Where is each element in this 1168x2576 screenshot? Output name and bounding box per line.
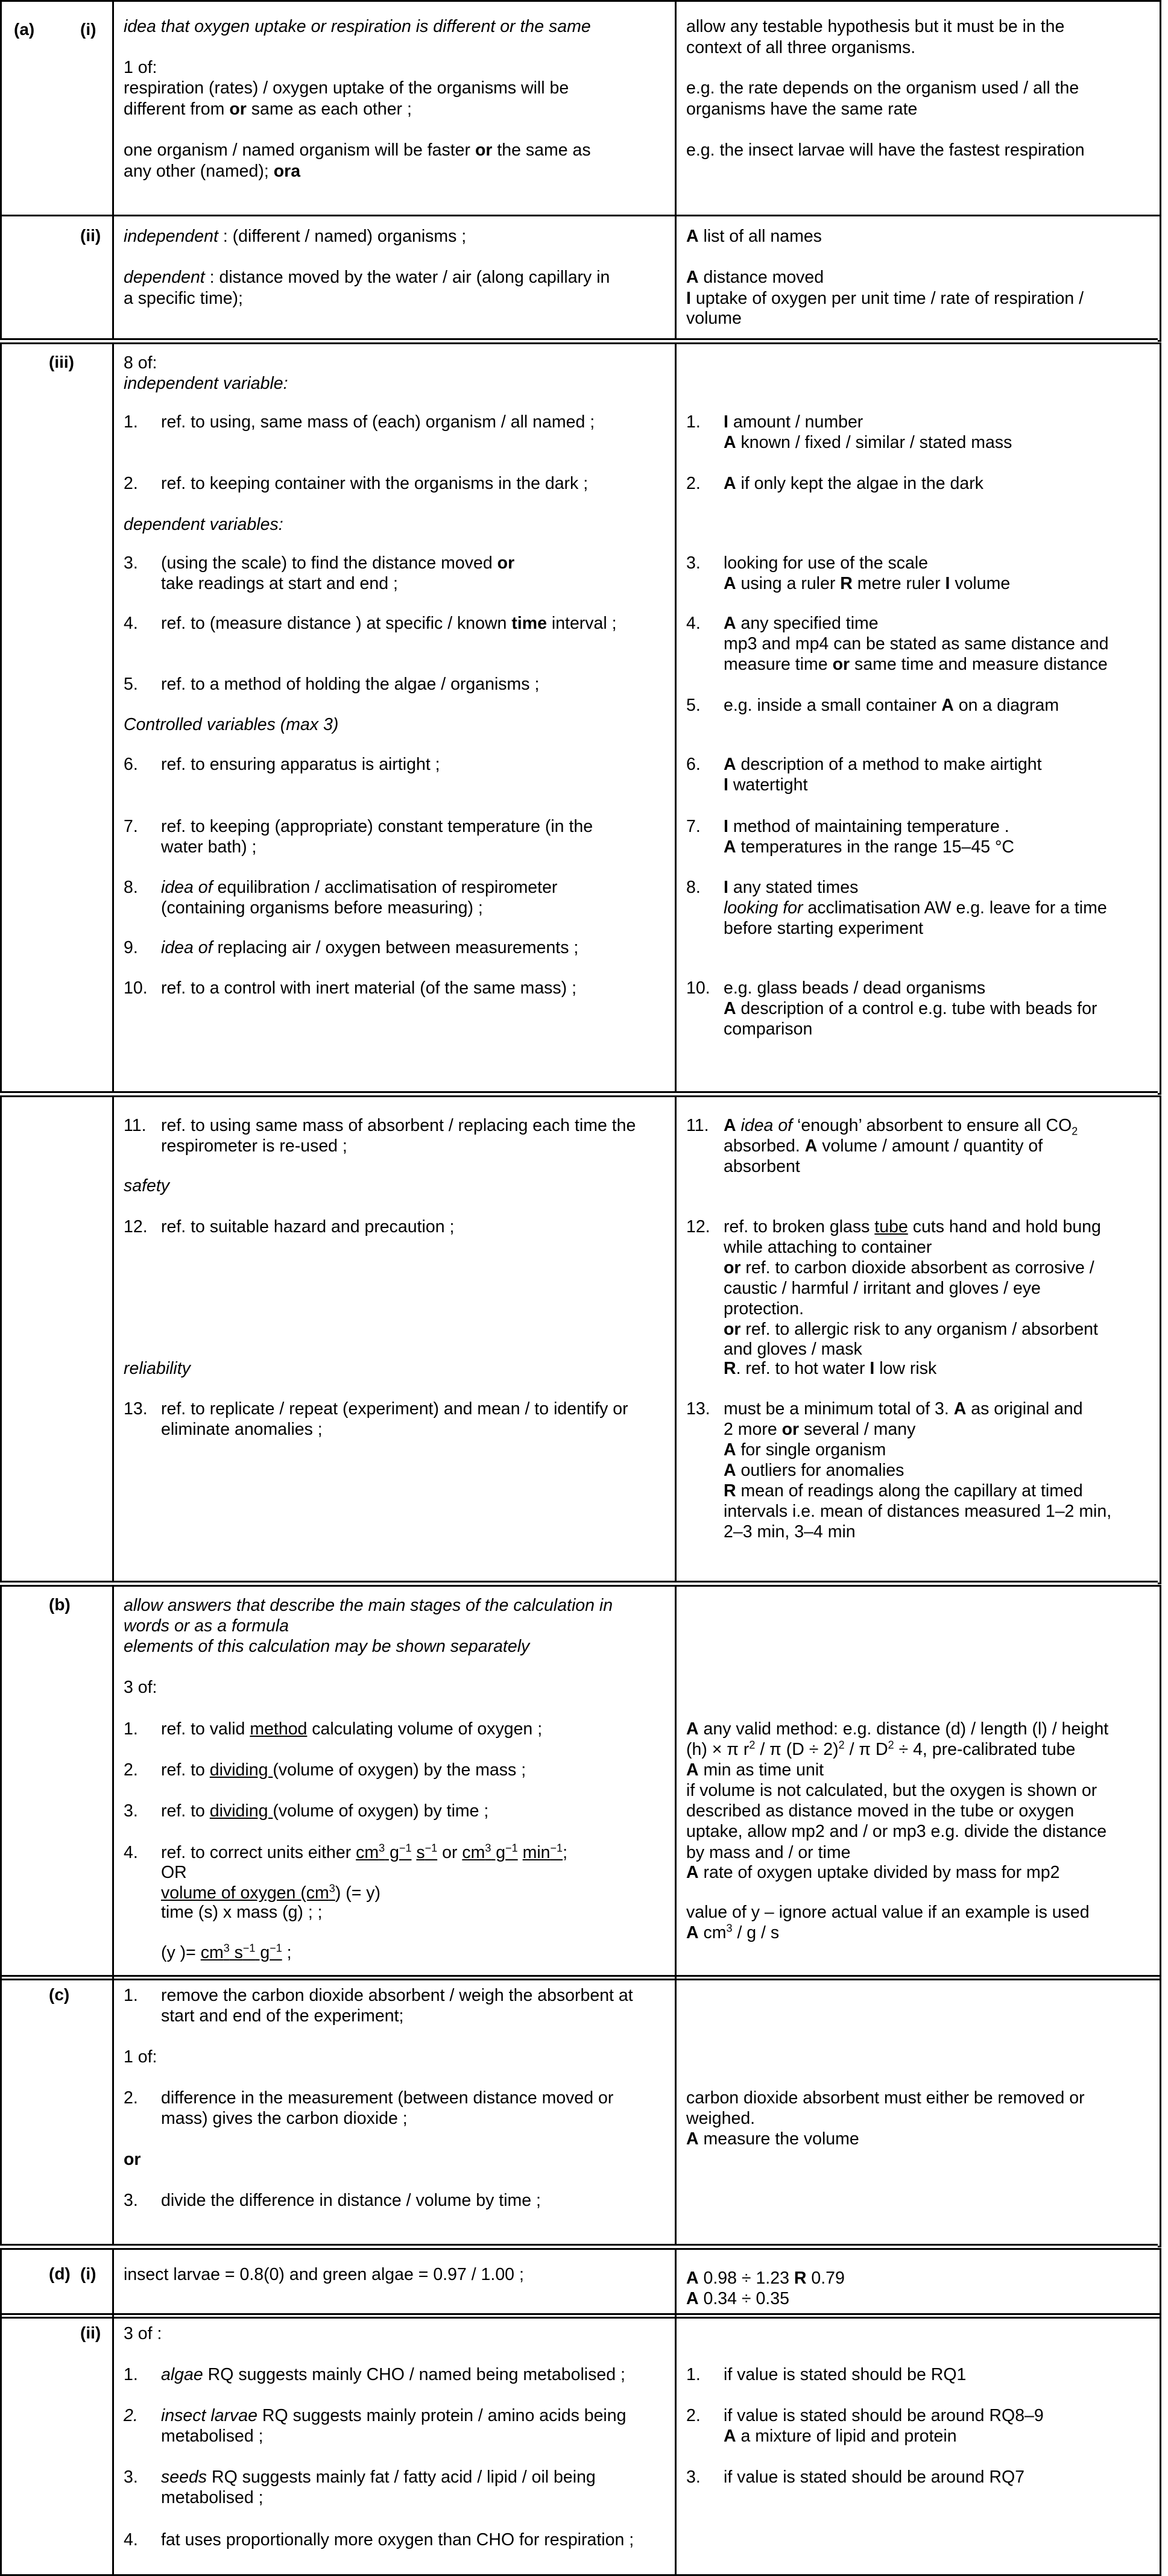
point-number: 11.: [124, 1116, 147, 1135]
guidance-text: or ref. to allergic risk to any organism / absorbent: [724, 1320, 1098, 1339]
marking-text: ref. to (measure distance ) at specific / known time interval ;: [161, 614, 617, 633]
guidance-text: comparison: [724, 1019, 813, 1039]
guidance-text: A for single organism: [724, 1440, 886, 1460]
point-number: 1.: [124, 1719, 138, 1739]
point-number: 13.: [124, 1399, 148, 1419]
marking-text: ref. to keeping container with the organisms in the dark ;: [161, 474, 589, 493]
guidance-text: intervals i.e. mean of distances measured 1–2 min,: [724, 1502, 1112, 1521]
marking-text: seeds RQ suggests mainly fat / fatty acid / lipid / oil being: [161, 2467, 596, 2487]
guidance-text: e.g. the rate depends on the organism used / all the: [686, 78, 1079, 98]
guidance-text: A temperatures in the range 15–45 °C: [724, 837, 1014, 857]
row-a-iii-continued: [0, 1095, 1161, 1584]
guidance-text: volume: [686, 309, 742, 328]
guidance-text: value of y – ignore actual value if an example is used: [686, 1903, 1090, 1922]
marking-text: ref. to using same mass of absorbent / replacing each time the: [161, 1116, 636, 1135]
label-iii: (iii): [49, 353, 74, 371]
guidance-text: absorbed. A volume / amount / quantity of: [724, 1136, 1043, 1156]
guidance-text: if value is stated should be around RQ7: [724, 2467, 1025, 2487]
marking-text: 3 of :: [124, 2324, 162, 2343]
marking-text: dependent variables:: [124, 515, 283, 534]
guidance-text: e.g. glass beads / dead organisms: [724, 978, 986, 998]
marking-text: ref. to replicate / repeat (experiment) and mean / to identify or: [161, 1399, 628, 1419]
row-a-iii: [0, 342, 1161, 1095]
row-d-ii: [0, 2313, 1161, 2576]
point-number: 2.: [124, 2406, 138, 2425]
marking-text: ref. to dividing (volume of oxygen) by the mass ;: [161, 1760, 526, 1780]
guidance-text: measure time or same time and measure distance: [724, 655, 1108, 674]
point-number: 9.: [124, 938, 138, 957]
row-b: [0, 1585, 1161, 1980]
marking-text: respiration (rates) / oxygen uptake of the organisms will be: [124, 78, 569, 98]
guidance-text: I watertight: [724, 775, 808, 795]
guidance-text: A measure the volume: [686, 2129, 859, 2149]
guidance-text: A outliers for anomalies: [724, 1461, 904, 1480]
marking-text: 1 of:: [124, 58, 157, 77]
marking-text: idea of replacing air / oxygen between measurements ;: [161, 938, 579, 957]
marking-text: eliminate anomalies ;: [161, 1420, 323, 1439]
point-number: 1.: [686, 412, 701, 432]
marking-text: ref. to a control with inert material (of the same mass) ;: [161, 978, 576, 998]
guidance-text: before starting experiment: [724, 919, 924, 938]
guidance-text: allow any testable hypothesis but it must be in the: [686, 17, 1065, 36]
guidance-text: uptake, allow mp2 and / or mp3 e.g. divide the distance: [686, 1822, 1107, 1841]
point-number: 3.: [686, 553, 701, 573]
guidance-text: must be a minimum total of 3. A as original and: [724, 1399, 1083, 1419]
guidance-text: while attaching to container: [724, 1238, 932, 1257]
guidance-text: A a mixture of lipid and protein: [724, 2426, 957, 2446]
point-number: 4.: [124, 1843, 138, 1862]
point-number: 3.: [686, 2467, 701, 2487]
marking-text: independent variable:: [124, 374, 288, 393]
guidance-text: A 0.98 ÷ 1.23 R 0.79: [686, 2269, 845, 2288]
marking-text: ref. to suitable hazard and precaution ;: [161, 1217, 455, 1236]
point-number: 3.: [124, 2467, 138, 2487]
marking-text: independent : (different / named) organisms ;: [124, 227, 467, 246]
marking-text: allow answers that describe the main stages of the calculation in: [124, 1596, 613, 1615]
point-number: 10.: [686, 978, 710, 998]
marking-text: ref. to ensuring apparatus is airtight ;: [161, 755, 440, 774]
guidance-text: A any specified time: [724, 614, 879, 633]
marking-text: difference in the measurement (between distance moved or: [161, 2088, 614, 2108]
guidance-text: A idea of ‘enough’ absorbent to ensure all $CO_2$: [724, 1116, 1078, 1138]
point-number: 12.: [686, 1217, 710, 1236]
guidance-text: e.g. the insect larvae will have the fastest respiration: [686, 140, 1085, 160]
guidance-text: mp3 and mp4 can be stated as same distance and: [724, 634, 1109, 653]
point-number: 10.: [124, 978, 148, 998]
guidance-text: I uptake of oxygen per unit time / rate of respiration /: [686, 289, 1084, 308]
point-number: 13.: [686, 1399, 710, 1419]
marking-text: different from or same as each other ;: [124, 99, 412, 119]
point-number: 1.: [124, 412, 138, 432]
point-number: 8.: [686, 878, 701, 897]
label-d-ii: (ii): [80, 2323, 101, 2342]
point-number: 12.: [124, 1217, 148, 1236]
label-ii: (ii): [80, 226, 101, 245]
guidance-text: I any stated times: [724, 878, 859, 897]
label-b: (b): [49, 1595, 71, 1614]
guidance-text: caustic / harmful / irritant and gloves / eye: [724, 1279, 1041, 1298]
point-number: 2.: [686, 2406, 701, 2425]
point-number: 5.: [124, 675, 138, 694]
marking-text: time (s) x mass (g) ; ;: [161, 1903, 323, 1922]
marking-text: or: [124, 2150, 141, 2169]
guidance-text: weighed.: [686, 2109, 756, 2128]
point-number: 1.: [686, 2365, 701, 2384]
marking-text: 3 of:: [124, 1678, 157, 1697]
label-d: (d): [49, 2264, 71, 2283]
marking-text: divide the difference in distance / volume by time ;: [161, 2191, 541, 2210]
guidance-text: context of all three organisms.: [686, 38, 916, 57]
point-number: 2.: [124, 1760, 138, 1780]
guidance-text: described as distance moved in the tube or oxygen: [686, 1801, 1075, 1821]
point-number: 3.: [124, 1801, 138, 1821]
marking-text: take readings at start and end ;: [161, 574, 398, 593]
marking-text: ref. to valid method calculating volume of oxygen ;: [161, 1719, 543, 1739]
guidance-text: A description of a method to make airtight: [724, 755, 1042, 774]
marking-text: start and end of the experiment;: [161, 2006, 404, 2026]
guidance-text: by mass and / or time: [686, 1843, 851, 1862]
point-number: 5.: [686, 696, 701, 715]
marking-text: 1 of:: [124, 2047, 157, 2067]
marking-text: a specific time);: [124, 289, 243, 308]
marking-text: idea that oxygen uptake or respiration is different or the same: [124, 17, 591, 36]
guidance-text: A min as time unit: [686, 1760, 824, 1780]
marking-text: (containing organisms before measuring) ;: [161, 898, 483, 918]
guidance-text: if value is stated should be RQ1: [724, 2365, 967, 2384]
marking-text: reliability: [124, 1359, 191, 1378]
marking-text: insect larvae = 0.8(0) and green algae = 0.97 / 1.00 ;: [124, 2265, 524, 2284]
label-i: (i): [80, 20, 96, 39]
point-number: 1.: [124, 1986, 138, 2005]
guidance-text: A any valid method: e.g. distance (d) / length (l) / height: [686, 1719, 1109, 1739]
point-number: 2.: [124, 2088, 138, 2108]
marking-text: algae RQ suggests mainly CHO / named being metabolised ;: [161, 2365, 625, 2384]
marking-text: ref. to using, same mass of (each) organism / all named ;: [161, 412, 595, 432]
marking-text: volume of oxygen $(cm^3)$ (= y): [161, 1882, 381, 1903]
marking-text: elements of this calculation may be shown separately: [124, 1637, 530, 1656]
point-number: 11.: [686, 1116, 709, 1135]
point-number: 2.: [124, 474, 138, 493]
guidance-text: looking for use of the scale: [724, 553, 929, 573]
guidance-text: or ref. to carbon dioxide absorbent as corrosive /: [724, 1258, 1094, 1277]
marking-text: (using the scale) to find the distance moved or: [161, 553, 515, 573]
guidance-text: A distance moved: [686, 268, 824, 287]
marking-text: (y )= $cm^3$ $s^{-1}$ $g^{-1}$ ;: [161, 1942, 292, 1962]
guidance-text: if value is stated should be around RQ8–9: [724, 2406, 1044, 2425]
guidance-text: e.g. inside a small container A on a diagram: [724, 696, 1059, 715]
point-number: 8.: [124, 878, 138, 897]
marking-text: remove the carbon dioxide absorbent / weigh the absorbent at: [161, 1986, 633, 2005]
marking-text: Controlled variables (max 3): [124, 715, 339, 734]
guidance-text: looking for acclimatisation AW e.g. leave for a time: [724, 898, 1107, 918]
label-c: (c): [49, 1985, 70, 2004]
guidance-text: 2 more or several / many: [724, 1420, 916, 1439]
guidance-text: (h) × π $r^2$ / π $(D \div 2)^2 / \pi$ $D^2 \div 4$, pre-calibrated tube: [686, 1739, 1076, 1759]
marking-text: words or as a formula: [124, 1616, 289, 1636]
marking-text: insect larvae RQ suggests mainly protein / amino acids being: [161, 2406, 627, 2425]
guidance-text: ref. to broken glass tube cuts hand and hold bung: [724, 1217, 1101, 1236]
label-a: (a): [14, 20, 35, 39]
point-number: 2.: [686, 474, 701, 493]
marking-text: metabolised ;: [161, 2488, 264, 2507]
marking-text: ref. to correct units either $cm^3$ $g^{-1}$ $s^{-1}$ or $cm^3$ $g^{-1}$ $\min^{-1}$;: [161, 1842, 567, 1862]
point-number: 4.: [124, 614, 138, 633]
guidance-text: A using a ruler R metre ruler I volume: [724, 574, 1011, 593]
guidance-text: A known / fixed / similar / stated mass: [724, 433, 1012, 452]
guidance-text: and gloves / mask: [724, 1340, 862, 1359]
row-c: [0, 1975, 1161, 2247]
guidance-text: A rate of oxygen uptake divided by mass for mp2: [686, 1863, 1060, 1882]
marking-text: one organism / named organism will be faster or the same as: [124, 140, 591, 160]
row-d-i: [0, 2248, 1161, 2319]
guidance-text: A $cm^3$ / g / s: [686, 1922, 780, 1942]
marking-text: fat uses proportionally more oxygen than CHO for respiration ;: [161, 2530, 634, 2549]
marking-text: ref. to keeping (appropriate) constant temperature (in the: [161, 817, 593, 836]
row-a-i: [0, 0, 1161, 216]
guidance-text: A if only kept the algae in the dark: [724, 474, 983, 493]
point-number: 3.: [124, 553, 138, 573]
guidance-text: protection.: [724, 1299, 804, 1318]
marking-text: mass) gives the carbon dioxide ;: [161, 2109, 408, 2128]
guidance-text: absorbent: [724, 1157, 800, 1176]
marking-text: ref. to a method of holding the algae / organisms ;: [161, 675, 540, 694]
point-number: 6.: [124, 755, 138, 774]
marking-text: ref. to dividing (volume of oxygen) by time ;: [161, 1801, 489, 1821]
guidance-text: A 0.34 ÷ 0.35: [686, 2289, 789, 2308]
marking-text: any other (named); ora: [124, 162, 301, 181]
point-number: 1.: [124, 2365, 138, 2384]
point-number: 4.: [686, 614, 701, 633]
marking-text: dependent : distance moved by the water / air (along capillary in: [124, 268, 610, 287]
guidance-text: 2–3 min, 3–4 min: [724, 1522, 856, 1542]
marking-text: idea of equilibration / acclimatisation of respirometer: [161, 878, 558, 897]
guidance-text: R. ref. to hot water I low risk: [724, 1359, 937, 1378]
marking-text: safety: [124, 1176, 170, 1195]
guidance-text: A list of all names: [686, 227, 822, 246]
point-number: 7.: [124, 817, 138, 836]
guidance-text: if volume is not calculated, but the oxygen is shown or: [686, 1781, 1097, 1800]
guidance-text: R mean of readings along the capillary at timed: [724, 1481, 1083, 1501]
guidance-text: I method of maintaining temperature .: [724, 817, 1009, 836]
marking-text: respirometer is re-used ;: [161, 1136, 347, 1156]
marking-text: metabolised ;: [161, 2426, 264, 2446]
point-number: 3.: [124, 2191, 138, 2210]
marking-text: water bath) ;: [161, 837, 257, 857]
guidance-text: organisms have the same rate: [686, 99, 918, 119]
guidance-text: I amount / number: [724, 412, 863, 432]
label-d-i: (i): [80, 2264, 96, 2283]
point-number: 4.: [124, 2530, 138, 2549]
guidance-text: A description of a control e.g. tube with beads for: [724, 999, 1097, 1018]
marking-text: 8 of:: [124, 353, 157, 373]
row-a-ii: [0, 215, 1161, 342]
point-number: 7.: [686, 817, 701, 836]
point-number: 6.: [686, 755, 701, 774]
guidance-text: carbon dioxide absorbent must either be removed or: [686, 2088, 1085, 2108]
marking-text: OR: [161, 1863, 187, 1882]
